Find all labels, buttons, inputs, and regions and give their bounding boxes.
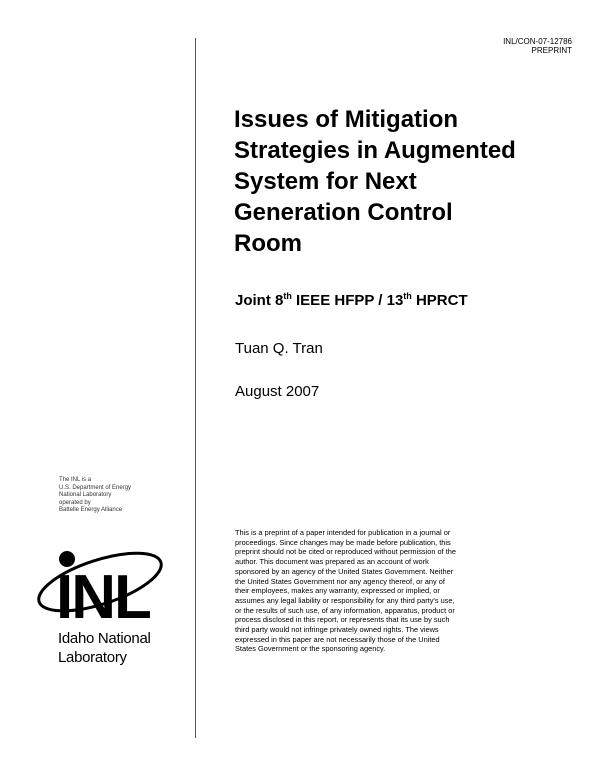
operator-line: The INL is a [59, 477, 92, 483]
logo-mark: INL [56, 563, 150, 632]
disclaimer-line: expressed in this paper are not necessarily those of the United [235, 634, 440, 644]
disclaimer-line: author. This document was prepared as an account of work [235, 557, 429, 567]
logo-name-line: Idaho National [58, 630, 151, 647]
document-title [234, 104, 574, 259]
report-number-status: PREPRINT [531, 46, 572, 55]
disclaimer-line: This is a preprint of a paper intended for publication in a journal or [235, 528, 451, 537]
title-line: System for Next [234, 168, 417, 195]
disclaimer-line: proceedings. Since changes may be made before publication, this [235, 537, 451, 547]
conference-name [235, 291, 468, 311]
vertical-divider [195, 38, 196, 738]
title-line: Room [234, 230, 302, 257]
author-name: Tuan Q. Tran [235, 340, 323, 357]
disclaimer-line: process disclosed in this report, or represents that its use by such [235, 615, 450, 625]
operator-line: National Laboratory [59, 492, 112, 498]
operator-line: U.S. Department of Energy [59, 484, 132, 491]
operator-statement [59, 477, 131, 515]
disclaimer-line: assumes any legal liability or responsibility for any third party's use, [235, 595, 455, 605]
disclaimer-line: or the results of such use, of any information, apparatus, product or [235, 605, 455, 615]
disclaimer-line: their employees, makes any warranty, expressed or implied, or [235, 586, 440, 596]
disclaimer-line: preprint should not be cited or reproduced without permission of the [235, 547, 457, 557]
operator-line: Battelle Energy Alliance [59, 507, 123, 513]
title-line: Issues of Mitigation [234, 106, 459, 133]
conference-prefix: Joint 8 [235, 292, 284, 309]
disclaimer-line: third party would not infringe privately owned rights. The views [235, 625, 439, 635]
disclaimer-line: sponsored by an agency of the United States Government. Neither [235, 566, 454, 576]
title-line: Strategies in Augmented [234, 137, 516, 164]
report-number-id: INL/CON-07-12786 [503, 37, 572, 46]
logo-lab-name [58, 629, 151, 667]
conference-suffix: HPRCT [411, 292, 468, 309]
conference-middle: IEEE HFPP / 13 [291, 292, 404, 309]
logo-name-line: Laboratory [58, 649, 127, 666]
report-number [503, 37, 572, 55]
disclaimer-line: the United States Government nor any agency thereof, or any of [235, 576, 445, 586]
disclaimer-text [235, 528, 535, 654]
disclaimer-line: States Government or the sponsoring agency. [235, 644, 386, 654]
operator-line: operated by [59, 499, 91, 506]
conference-ordinal-1: th [283, 291, 292, 301]
title-line: Generation Control [234, 199, 453, 226]
publication-date: August 2007 [235, 383, 320, 400]
conference-ordinal-2: th [403, 291, 412, 301]
